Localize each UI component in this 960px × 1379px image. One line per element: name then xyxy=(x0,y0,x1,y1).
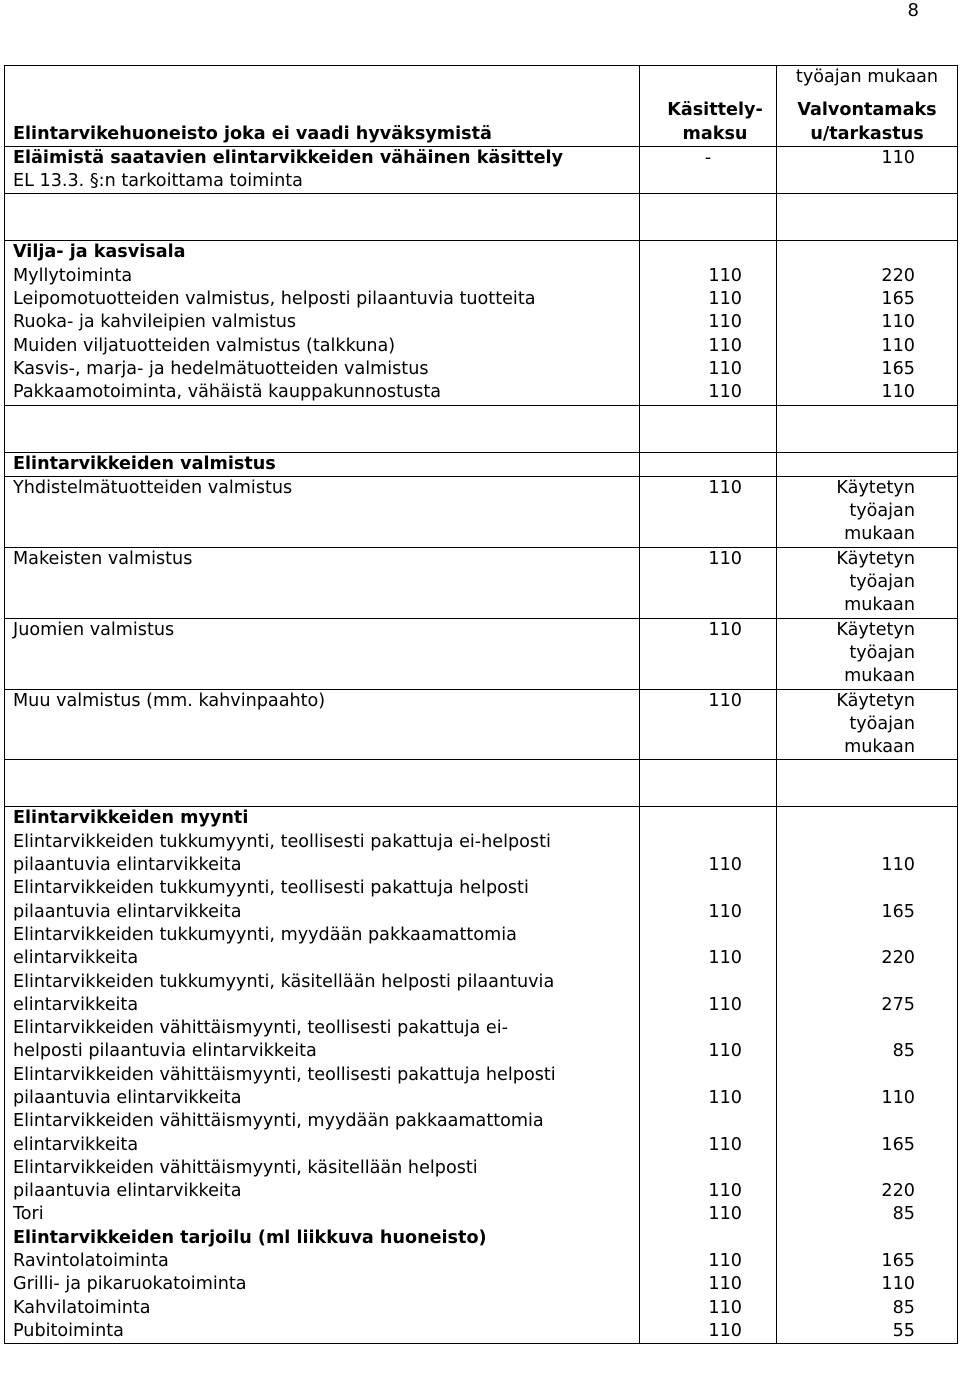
section-block xyxy=(5,807,958,1344)
section-labels xyxy=(5,807,640,1344)
spacer-row xyxy=(5,194,958,241)
row-label: Myllytoiminta xyxy=(13,265,133,286)
row-c2: 110 xyxy=(708,855,742,876)
row-c2: 110 xyxy=(708,1251,742,1272)
row-label: Makeisten valmistus xyxy=(5,547,640,618)
row-c3: 110 xyxy=(881,312,915,333)
section-heading: Elintarvikkeiden tarjoilu (ml liikkuva huoneisto) xyxy=(13,1227,487,1248)
section-c3 xyxy=(777,241,958,405)
table-row xyxy=(5,547,958,618)
row-c2: 110 xyxy=(640,476,777,547)
row-c3: 110 xyxy=(881,1087,915,1108)
header-col3 xyxy=(777,66,958,147)
row-c2: 110 xyxy=(640,689,777,760)
section-block xyxy=(5,452,958,476)
header-top-right: työajan mukaan xyxy=(795,67,939,87)
row-c3: 110 xyxy=(881,382,915,403)
row-label: Elintarvikkeiden tukkumyynti, teollisesti pakattuja helposti pilaantuvia elintarvikkeita xyxy=(13,878,529,922)
row-c3: 275 xyxy=(881,994,915,1015)
row-c3: 165 xyxy=(881,901,915,922)
row-c2: 110 xyxy=(708,1087,742,1108)
row-c2: 110 xyxy=(708,358,742,379)
page-number: 8 xyxy=(907,0,919,21)
row-label: Elintarvikkeiden vähittäismyynti, teollisesti pakattuja helposti pilaantuvia elintarvikkeita xyxy=(13,1064,556,1108)
row-c3: 220 xyxy=(881,948,915,969)
section-block xyxy=(5,241,958,405)
row-c3: 110 xyxy=(881,335,915,356)
row-label: Tori xyxy=(13,1204,44,1225)
row-c2: 110 xyxy=(708,1320,742,1341)
fee-table xyxy=(4,65,958,1344)
section-heading: Elintarvikkeiden myynti xyxy=(13,808,249,829)
section-c2 xyxy=(640,807,777,1344)
table-row xyxy=(5,618,958,689)
row-label: Grilli- ja pikaruokatoiminta xyxy=(13,1274,247,1295)
row-label: Muu valmistus (mm. kahvinpaahto) xyxy=(5,689,640,760)
row-label: Yhdistelmätuotteiden valmistus xyxy=(5,476,640,547)
row-c3: 165 xyxy=(881,1251,915,1272)
row-c2: 110 xyxy=(708,1041,742,1062)
row-label: Kasvis-, marja- ja hedelmätuotteiden valmistus xyxy=(13,358,429,379)
row-label: Muiden viljatuotteiden valmistus (talkkuna) xyxy=(13,335,396,356)
header-col1 xyxy=(5,66,640,147)
row-c2: 110 xyxy=(708,312,742,333)
row-label: Kahvilatoiminta xyxy=(13,1297,151,1318)
row-c2: 110 xyxy=(708,265,742,286)
row-label: Elintarvikkeiden vähittäismyynti, teollisesti pakattuja ei-helposti pilaantuvia elintarvikkeita xyxy=(13,1018,508,1062)
row-label: Elintarvikkeiden vähittäismyynti, myydään pakkaamattomia elintarvikkeita xyxy=(13,1111,544,1155)
row-c3: 165 xyxy=(881,358,915,379)
row-label: Elintarvikkeiden tukkumyynti, myydään pakkaamattomia elintarvikkeita xyxy=(13,924,517,969)
row-label: Leipomotuotteiden valmistus, helposti pilaantuvia tuotteita xyxy=(13,289,536,310)
row-c3: Käytetyn työajan mukaan xyxy=(777,618,958,689)
row-c2: 110 xyxy=(708,382,742,403)
row-c3: 220 xyxy=(881,265,915,286)
row-label: Pakkaamotoiminta, vähäistä kauppakunnostusta xyxy=(13,382,442,403)
row-c2: 110 xyxy=(640,547,777,618)
row-c2: 110 xyxy=(708,335,742,356)
intro-label xyxy=(5,146,640,194)
section-labels xyxy=(5,241,640,405)
header-col2-title: Käsittely-maksu xyxy=(667,100,763,144)
section-labels xyxy=(5,452,640,476)
intro-c3: 110 xyxy=(777,146,958,194)
row-c3: Käytetyn työajan mukaan xyxy=(777,547,958,618)
row-c2: 110 xyxy=(708,1134,742,1155)
intro-line2: EL 13.3. §:n tarkoittama toiminta xyxy=(13,171,303,192)
row-c3: 110 xyxy=(881,1274,915,1295)
intro-line1: Eläimistä saatavien elintarvikkeiden vähäinen käsittely xyxy=(13,147,564,168)
row-c3: 85 xyxy=(892,1297,915,1318)
row-c3: 220 xyxy=(881,1181,915,1202)
row-label: Elintarvikkeiden tukkumyynti, teollisesti pakattuja ei-helposti pilaantuvia elintarvikkeita xyxy=(13,831,551,876)
row-label: Ruoka- ja kahvileipien valmistus xyxy=(13,312,297,333)
header-col1-title: Elintarvikehuoneisto joka ei vaadi hyväksymistä xyxy=(13,123,492,144)
row-c3: 85 xyxy=(892,1041,915,1062)
section-heading: Elintarvikkeiden valmistus xyxy=(13,453,276,474)
section-c2 xyxy=(640,241,777,405)
intro-c2: - xyxy=(640,146,777,194)
row-c3: 110 xyxy=(881,855,915,876)
spacer-row xyxy=(5,760,958,807)
row-label: Juomien valmistus xyxy=(5,618,640,689)
header-row xyxy=(5,66,958,147)
spacer-row xyxy=(5,405,958,452)
row-label: Elintarvikkeiden tukkumyynti, käsitellään helposti pilaantuvia elintarvikkeita xyxy=(13,971,555,1015)
header-col3-title: Valvontamaks u/tarkastus xyxy=(797,100,937,144)
row-c3: Käytetyn työajan mukaan xyxy=(777,476,958,547)
row-label: Ravintolatoiminta xyxy=(13,1251,169,1272)
row-label: Elintarvikkeiden vähittäismyynti, käsitellään helposti pilaantuvia elintarvikkeita xyxy=(13,1157,478,1202)
row-c2: 110 xyxy=(708,289,742,310)
table-row xyxy=(5,476,958,547)
row-c2: 110 xyxy=(708,1297,742,1318)
row-c3: 165 xyxy=(881,289,915,310)
row-c2: 110 xyxy=(708,994,742,1015)
row-c2: 110 xyxy=(640,618,777,689)
section-heading: Vilja- ja kasvisala xyxy=(13,242,186,263)
row-c3: Käytetyn työajan mukaan xyxy=(777,689,958,760)
row-c3: 85 xyxy=(892,1204,915,1225)
section-c3 xyxy=(777,807,958,1344)
intro-row xyxy=(5,146,958,194)
row-label: Pubitoiminta xyxy=(13,1320,124,1341)
row-c2: 110 xyxy=(708,1181,742,1202)
header-col2 xyxy=(640,66,777,147)
row-c3: 55 xyxy=(892,1320,915,1341)
table-row xyxy=(5,689,958,760)
row-c3: 165 xyxy=(881,1134,915,1155)
row-c2: 110 xyxy=(708,901,742,922)
row-c2: 110 xyxy=(708,948,742,969)
row-c2: 110 xyxy=(708,1274,742,1295)
row-c2: 110 xyxy=(708,1204,742,1225)
